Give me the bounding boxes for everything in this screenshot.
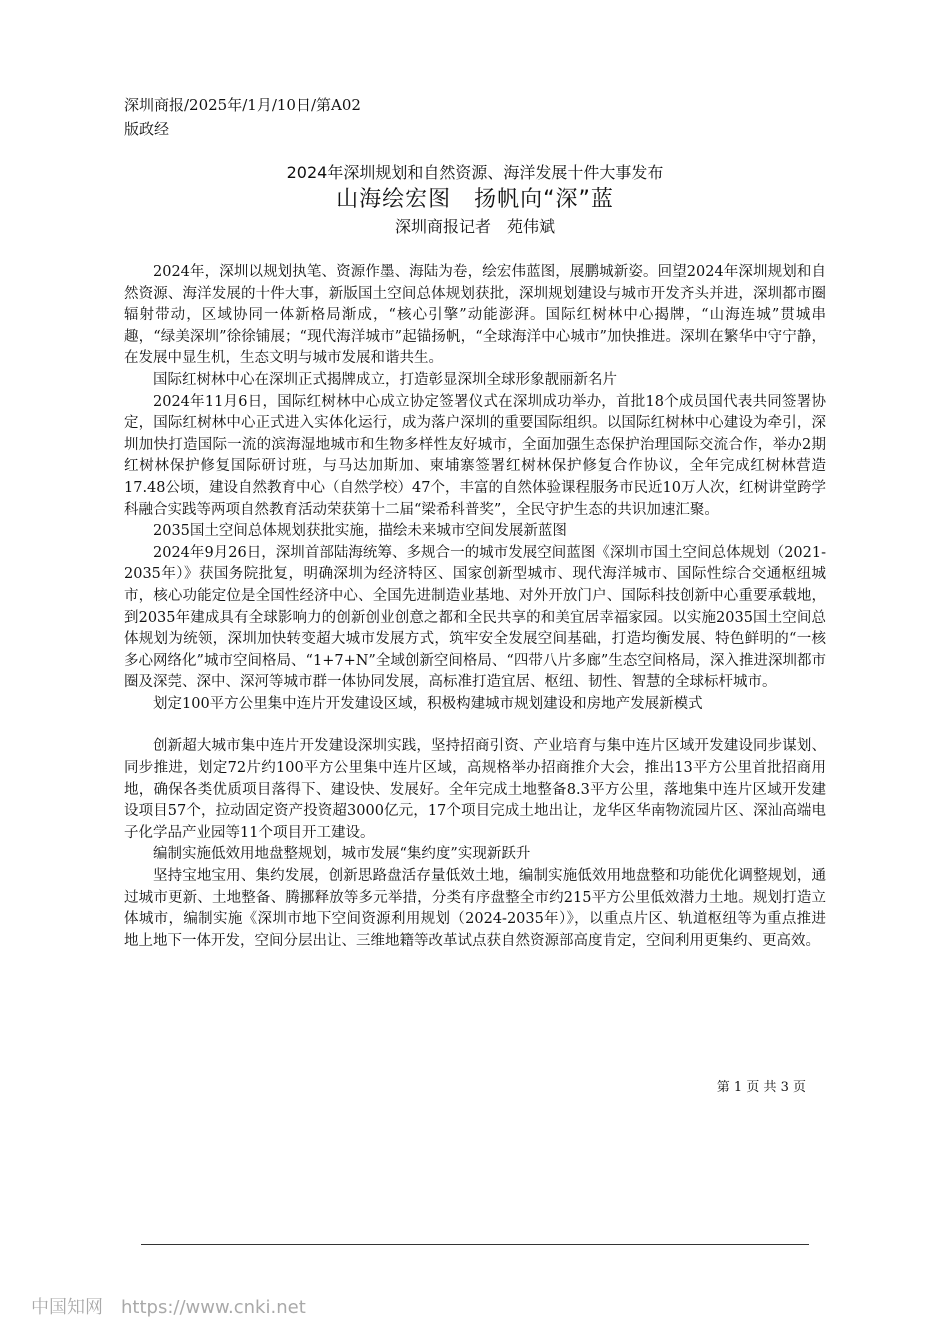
body-paragraph: 坚持宝地宝用、集约发展，创新思路盘活存量低效土地，编制实施低效用地盘整和功能优化调整规划，通过城市更新、土地整备、腾挪释放等多元举措，分类有序盘整全市约215平方公里低效潜力土地。规划打造立体城市，编制实施《深圳市地下空间资源利用规划（2024-2035年）》，以重点片区、轨道枢纽等为重点推进地上地下一体开发，空间分层出让、三维地籍等改革试点获自然资源部高度肯定，空间利用更集约、更高效。 <box>124 868 826 949</box>
cnki-watermark: 中国知网 https://www.cnki.net <box>31 1297 306 1318</box>
paragraph-gap <box>124 715 826 736</box>
body-paragraph: 创新超大城市集中连片开发建设深圳实践，坚持招商引资、产业培育与集中连片区域开发建设同步谋划、同步推进，划定72片约100平方公里集中连片区域，高规格举办招商推介大会，推出13平方公里首批招商用地，确保各类优质项目落得下、建设快、发展好。全年完成土地整备8.3平方公里，落地集中连片区域开发建设项目57个，拉动固定资产投资超3000亿元，17个项目完成土地出让，龙华区华南物流园片区、深汕高端电子化学品产业园等11个项目开工建设。 <box>124 738 826 841</box>
footer-divider <box>141 1244 809 1245</box>
article-author: 深圳商报记者 苑伟斌 <box>394 217 555 236</box>
body-paragraph: 2024年9月26日，深圳首部陆海统筹、多规合一的城市发展空间蓝图《深圳市国土空间总体规划（2021-2035年）》获国务院批复，明确深圳为经济特区、国家创新型城市、现代海洋城市、国际性综合交通枢纽城市，核心功能定位是全国性经济中心、全国先进制造业基地、对外开放门户、国际科技创新中心重要承载地，到2035年建成具有全球影响力的创新创业创意之都和全民共享的和美宜居幸福家园。以实施2035国土空间总体规划为统领，深圳加快转变超大城市发展方式，筑牢安全发展空间基础，打造均衡发展、特色鲜明的“一核多心网络化”城市空间格局、“1+7+N”全域创新空间格局、“四带八片多廊”生态空间格局，深入推进深圳都市圈及深莞、深中、深河等城市群一体协同发展，高标准打造宜居、枢纽、韧性、智慧的全球标杆城市。 <box>124 544 826 691</box>
body-paragraph: 2024年11月6日，国际红树林中心成立协定签署仪式在深圳成功举办，首批18个成员国代表共同签署协定，国际红树林中心正式进入实体化运行，成为落户深圳的重要国际组织。以国际红树林中心建设为牵引，深圳加快打造国际一流的滨海湿地城市和生物多样性友好城市，全面加强生态保护治理国际交流合作，举办2期红树林保护修复国际研讨班，与马达加斯加、柬埔寨签署红树林保护修复合作协议，全年完成红树林营造17.48公顷，建设自然教育中心（自然学校）47个，丰富的自然体验课程服务市民近10万人次，红树讲堂跨学科融合实践等两项自然教育活动荣获第十二届“梁希科普奖”，全民守护生态的共识加速汇聚。 <box>124 393 826 518</box>
article-meta <box>124 93 361 141</box>
page-number: 第 1 页 共 3 页 <box>716 1080 806 1095</box>
section-heading: 编制实施低效用地盘整规划，城市发展“集约度”实现新跃升 <box>153 846 531 863</box>
article-header <box>124 160 826 240</box>
article-title: 山海绘宏图 扬帆向“深”蓝 <box>336 187 614 212</box>
section-heading: 国际红树林中心在深圳正式揭牌成立，打造彰显深圳全球形象靓丽新名片 <box>153 371 617 388</box>
article-body <box>124 262 826 952</box>
section-heading: 划定100平方公里集中连片开发建设区域，积极构建城市规划建设和房地产发展新模式 <box>153 695 703 712</box>
section-heading: 2035国土空间总体规划获批实施，描绘未来城市空间发展新蓝图 <box>153 523 567 540</box>
section-line: 版政经 <box>124 120 170 138</box>
body-paragraph-intro: 2024年，深圳以规划执笔、资源作墨、海陆为卷，绘宏伟蓝图，展鹏城新姿。回望2024年深圳规划和自然资源、海洋发展的十件大事，新版国土空间总体规划获批，深圳规划建设与城市开发齐头并进，深圳都市圈辐射带动，区域协同一体新格局渐成，“核心引擎”动能澎湃。国际红树林中心揭牌，“山海连城”贯城串趣，“绿美深圳”徐徐铺展；“现代海洋城市”起锚扬帆，“全球海洋中心城市”加快推进。深圳在繁华中守宁静，在发展中显生机，生态文明与城市发展和谐共生。 <box>124 264 826 367</box>
source-line: 深圳商报/2025年/1月/10日/第A02 <box>124 96 361 114</box>
article-subtitle: 2024年深圳规划和自然资源、海洋发展十件大事发布 <box>286 163 664 182</box>
